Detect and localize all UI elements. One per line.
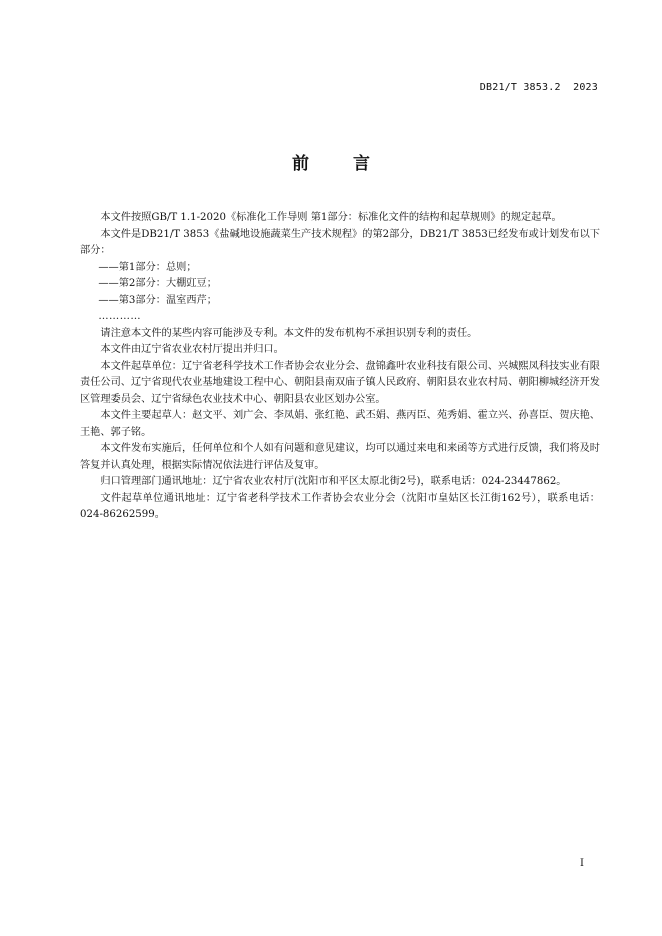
paragraph-drafter-address: 文件起草单位通讯地址：辽宁省老科学技术工作者协会农业分会（沈阳市皇姑区长江街162号），联系电话：024-86262599。 bbox=[80, 492, 600, 520]
document-code: DB21/T 3853.2 2023 bbox=[479, 82, 598, 93]
paragraph-authority-address: 归口管理部门通讯地址：辽宁省农业农村厅(沈阳市和平区太原北街2号)，联系电话：024-23447862。 bbox=[100, 476, 567, 487]
list-item: ——第1部分：总则； bbox=[98, 261, 197, 273]
foreword-body bbox=[80, 210, 600, 524]
paragraph-feedback: 本文件发布实施后，任何单位和个人如有问题和意见建议，均可以通过来电和来函等方式进行反馈，我们将及时答复并认真处理，根据实际情况依法进行评估及复审。 bbox=[80, 443, 600, 471]
list-item: ——第2部分：大棚豇豆； bbox=[98, 278, 217, 289]
paragraph-patent-notice: 请注意本文件的某些内容可能涉及专利。本文件的发布机构不承担识别专利的责任。 bbox=[100, 327, 478, 339]
paragraph-proposer: 本文件由辽宁省农业农村厅提出并归口。 bbox=[100, 344, 284, 355]
paragraph-drafting-basis: 本文件按照GB/T 1.1-2020《标准化工作导则 第1部分：标准化文件的结构和起草规则》的规定起草。 bbox=[100, 212, 562, 223]
title-char-2: 言 bbox=[353, 154, 370, 174]
paragraph-standard-parts: 本文件是DB21/T 3853《盐碱地设施蔬菜生产技术规程》的第2部分，DB21/T 3853已经发布或计划发布以下部分： bbox=[80, 228, 600, 256]
paragraph-drafters: 本文件主要起草人：赵文平、刘广会、李凤娟、张红艳、武丕娟、燕丙臣、苑秀娟、霍立兴、孙喜臣、贺庆艳、王艳、郭子铭。 bbox=[80, 410, 600, 438]
page-number: I bbox=[580, 858, 584, 869]
title-char-1: 前 bbox=[292, 154, 309, 174]
page-title bbox=[0, 149, 662, 174]
paragraph-drafting-units: 本文件起草单位：辽宁省老科学技术工作者协会农业分会、盘锦鑫叶农业科技有限公司、兴城熙凤科技实业有限责任公司、辽宁省现代农业基地建设工程中心、朝阳县南双庙子镇人民政府、朝阳县农业农村局、朝阳柳城经济开发区管理委员会、辽宁省绿色农业技术中心、朝阳县农业区划办公室。 bbox=[80, 360, 600, 405]
list-item: ——第3部分：温室西芹； bbox=[98, 294, 217, 306]
list-ellipsis: ………… bbox=[98, 311, 142, 322]
